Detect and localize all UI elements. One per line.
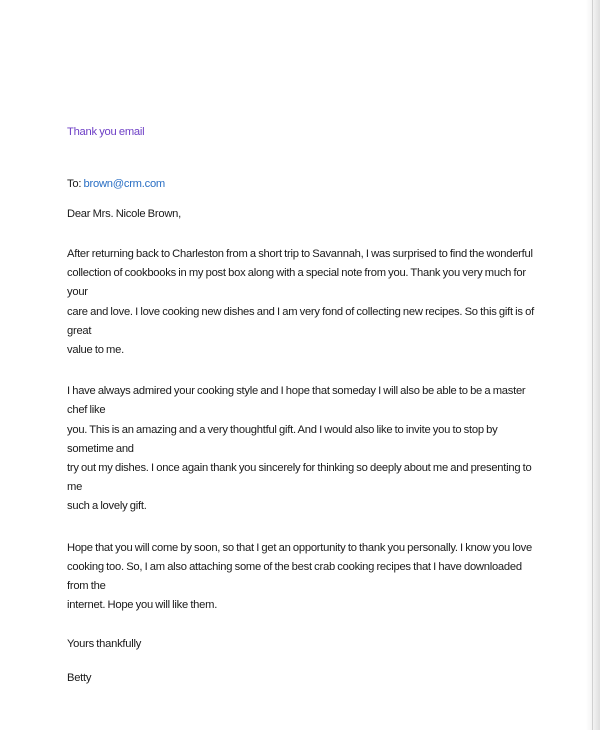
paragraph-line: Hope that you will come by soon, so that I get an opportunity to thank you personally. I know you love	[67, 541, 532, 554]
page-edge-line	[592, 0, 593, 730]
paragraph-line: try out my dishes. I once again thank you sincerely for thinking so deeply about me and presenting to me	[67, 462, 532, 494]
paragraph-3	[67, 539, 537, 616]
to-label: To:	[67, 178, 84, 190]
paragraph-line: After returning back to Charleston from a short trip to Savannah, I was surprised to find the wonderful	[67, 248, 533, 260]
paragraph-line: internet. Hope you will like them.	[67, 599, 218, 612]
closing: Yours thankfully	[67, 638, 142, 651]
paragraph-2	[67, 382, 537, 516]
paragraph-line: you. This is an amazing and a very thoughtful gift. And I would also like to invite you to stop by sometime and	[67, 423, 498, 455]
paragraph-line: care and love. I love cooking new dishes and I am very fond of collecting new recipes. So this gift is of great	[67, 305, 534, 337]
letter-body	[67, 125, 537, 686]
recipient-line	[67, 177, 537, 192]
paragraph-1	[67, 245, 537, 360]
paragraph-line: cooking too. So, I am also attaching some of the best crab cooking recipes that I have downloaded from the	[67, 560, 522, 593]
letter-title: Thank you email	[67, 126, 145, 138]
paragraph-line: collection of cookbooks in my post box along with a special note from you. Thank you very much for your	[67, 267, 526, 299]
recipient-email-link[interactable]: brown@crm.com	[83, 178, 165, 190]
paragraph-line: value to me.	[67, 344, 124, 357]
page-edge-shadow	[586, 0, 600, 730]
signature: Betty	[67, 672, 92, 685]
paragraph-line: I have always admired your cooking style and I hope that someday I will also be able to be a master chef like	[67, 385, 526, 417]
salutation: Dear Mrs. Nicole Brown,	[67, 208, 181, 220]
paragraph-line: such a lovely gift.	[67, 500, 147, 513]
